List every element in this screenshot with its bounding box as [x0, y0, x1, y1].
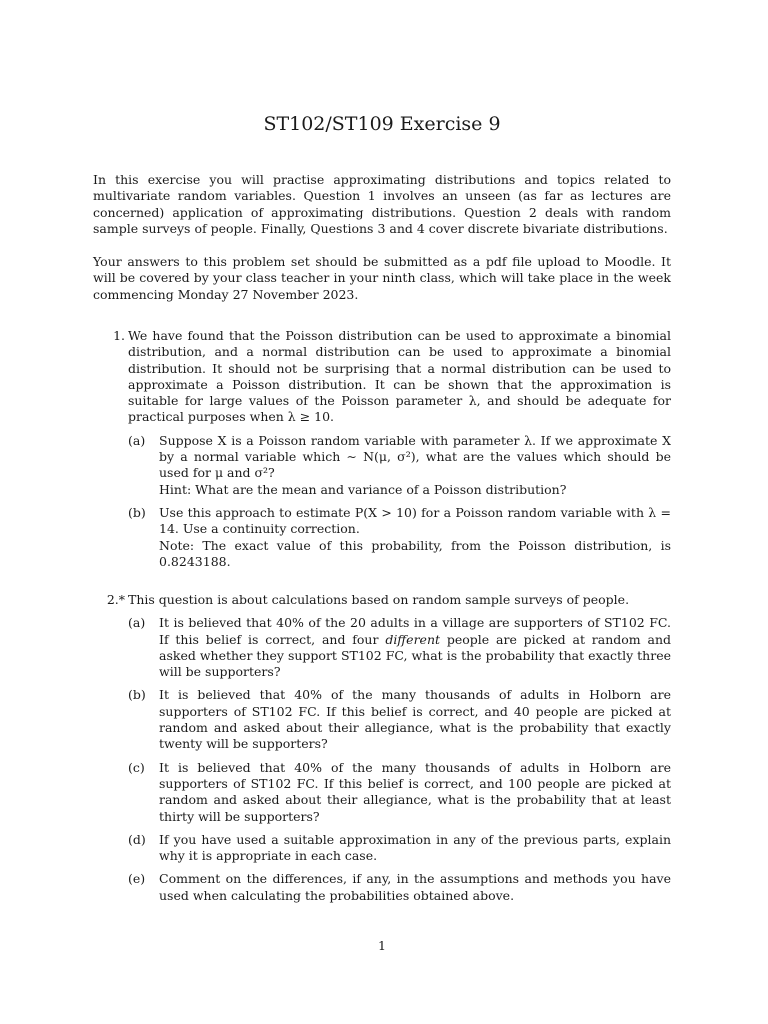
submission-paragraph: Your answers to this problem set should be submitted as a pdf file upload to Moodle. It will be covered by your class teacher in your ninth class, which will take place in the week commencing Monday 27 November 2023. [93, 254, 671, 302]
question-2b [128, 687, 671, 752]
question-number: 1. [113, 328, 125, 343]
question-2e [128, 871, 671, 904]
part-text: If you have used a suitable approximation in any of the previous parts, explain why it is appropriate in each case. [159, 831, 671, 864]
part-text: It is believed that 40% of the many thousands of adults in Holborn are supporters of ST102 FC. If this belief is correct, and 40 people are picked at random and asked about their allegiance, what is the probability that exactly twenty will be supporters? [159, 687, 671, 752]
page-title: ST102/ST109 Exercise 9 [263, 113, 501, 135]
hint-text: Hint: What are the mean and variance of a Poisson distribution? [159, 481, 567, 497]
question-1b [128, 505, 671, 570]
question-text: We have found that the Poisson distribution can be used to approximate a binomial distribution, and a normal distribution can be used to approximate a binomial distribution. It should not be surprising that a normal distribution can be used to approximate a Poisson distribution. It can be shown that the approximation is suitable for large values of the Poisson parameter λ, and should be adequate for practical purposes when λ ≥ 10. [128, 328, 671, 425]
part-label: (a) [128, 432, 146, 448]
part-label: (c) [128, 759, 145, 775]
question-2 [93, 592, 671, 904]
part-text-before: It is believed that 40% of the 20 adults in a village are supporters of ST102 FC. If this belief is correct, and four [159, 615, 671, 647]
question-2c [128, 760, 671, 825]
intro-paragraph: In this exercise you will practise approximating distributions and topics related to multivariate random variables. Question 1 involves an unseen (as far as lectures are concerned) application of approximating distributions. Question 2 deals with random sample surveys of people. Finally, Questions 3 and 4 cover discrete bivariate distributions. [93, 172, 671, 236]
question-number: 2.* [106, 592, 125, 607]
part-text: Suppose X is a Poisson random variable with parameter λ. If we approximate X by a normal variable which ∼ N(μ, σ²), what are the values which should be used for μ and σ²? [159, 432, 671, 481]
part-label: (a) [128, 615, 146, 631]
part-text-after: people are picked at random and asked whether they support ST102 FC, what is the probability that exactly three will be supporters? [159, 631, 672, 680]
note-text: Note: The exact value of this probability, from the Poisson distribution, is 0.8243188. [159, 537, 671, 569]
question-1 [93, 328, 671, 570]
page-number: 1 [378, 938, 386, 953]
part-label: (b) [128, 504, 146, 520]
part-text: It is believed that 40% of the many thousands of adults in Holborn are supporters of ST102 FC. If this belief is correct, and 100 people are picked at random and asked about their allegiance, what is the probability that at least thirty will be supporters? [159, 759, 671, 824]
emphasis-text: different [385, 631, 441, 647]
part-label: (d) [128, 831, 146, 847]
question-1a [128, 433, 671, 498]
part-label: (b) [128, 687, 146, 703]
question-text: This question is about calculations based on random sample surveys of people. [128, 592, 630, 607]
question-2a [128, 615, 671, 680]
part-text: Comment on the differences, if any, in the assumptions and methods you have used when calculating the probabilities obtained above. [159, 871, 671, 903]
part-label: (e) [128, 871, 146, 887]
question-2d [128, 832, 671, 865]
part-text: Use this approach to estimate P(X > 10) for a Poisson random variable with λ = 14. Use a continuity correction. [159, 504, 671, 537]
